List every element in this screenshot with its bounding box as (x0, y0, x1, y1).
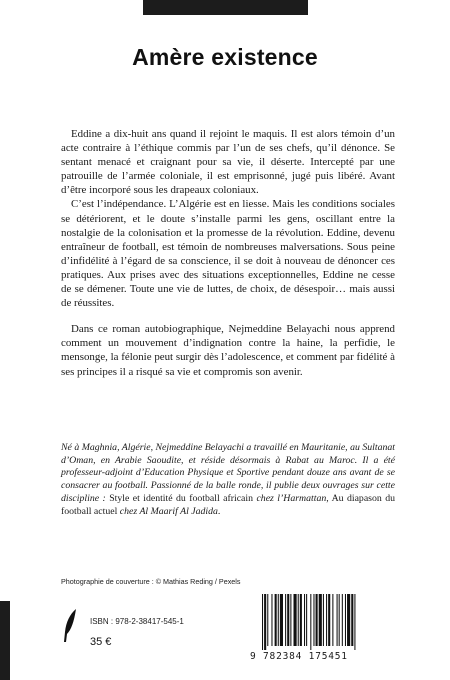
barcode (250, 592, 396, 666)
bio-text-4: chez Al Maarif Al Jadida (117, 505, 218, 517)
barcode-bar (351, 594, 353, 646)
barcode-bar (310, 594, 311, 650)
barcode-bar (326, 594, 327, 646)
barcode-bar (316, 594, 318, 646)
barcode-bar (345, 594, 346, 646)
barcode-bar (285, 594, 286, 646)
barcode-bar (280, 594, 283, 646)
barcode-bar (306, 594, 307, 646)
barcode-bar (328, 594, 330, 646)
barcode-bar (262, 594, 263, 650)
barcode-bar (267, 594, 268, 646)
bio-book-title-1: Style et identité du football africain (109, 492, 254, 504)
barcode-bar (271, 594, 272, 646)
barcode-bar (275, 594, 277, 646)
blurb-paragraph-1: Eddine a dix-huit ans quand il rejoint le maquis. Il est alors témoin d’un acte contraire à l’éthique commis par l’un de ses chefs, qu’il dénonce. Se sentant menacé et craignant pour sa vie, il déserte. Intercepté par une patrouille de l’armée coloniale, il est emprisonné, jugé puis libéré. Avant d’être incorporé sous les drapeaux coloniaux. (61, 128, 395, 197)
barcode-bar (354, 594, 355, 650)
barcode-bar (294, 594, 297, 646)
barcode-bar (313, 594, 314, 646)
blurb-paragraph-2: C’est l’indépendance. L’Algérie est en liesse. Mais les conditions sociales se détériorent, et le doute s’installe parmi les gens, oscillant entre la nostalgie de la colonisation et la promesse de la révolution. Eddine, devenu entraîneur de football, est témoin de nombreuses malversations. Sous peine d’infidélité à l’égard de sa conscience, il se doit à nouveau de dénoncer ces pratiques. Aux prises avec des situations exceptionnelles, Eddine ne cesse de se démener. Toute une vie de luttes, de choix, de désespoir… mais aussi de réussites. (61, 198, 395, 310)
barcode-bar (300, 594, 302, 646)
barcode-bar (332, 594, 333, 646)
barcode-bar (278, 594, 279, 646)
quill-feather-icon (62, 608, 78, 649)
barcode-bar (319, 594, 322, 646)
barcode-bar (337, 594, 338, 646)
bio-book-title-2: Au diapason du football actuel (61, 492, 395, 517)
isbn: ISBN : 978-2-38417-545-1 (90, 617, 184, 626)
barcode-bar (264, 594, 266, 650)
barcode-bar (323, 594, 324, 646)
barcode-bar (287, 594, 289, 646)
barcode-digits: 9 782384 175451 (250, 651, 348, 662)
bio-text-1: Né à Maghnia, Algérie, Nejmeddine Belayachi a travaillé en Mauritanie, au Sultanat d’Oman, en Arabie Saoudite, et réside désormais à Rabat au Maroc. Il a été professeur-adjoint d’Education Physique et Sportive pendant douze ans avant de se consacrer au football. Passionné de la balle ronde, il publie deux ouvrages sur cette discipline : (61, 442, 395, 504)
bio-text-2: chez l’Harmattan (253, 492, 327, 504)
barcode-bar (342, 594, 343, 646)
barcode-bar (298, 594, 299, 646)
price: 35 € (90, 636, 112, 648)
barcode-bar (304, 594, 305, 646)
author-bio (61, 442, 395, 518)
bio-text-5: . (217, 505, 221, 517)
bio-text-3: , (326, 492, 332, 504)
blurb-paragraph-3: Dans ce roman autobiographique, Nejmeddine Belayachi nous apprend comment un mouvement d’indignation contre la haine, la perfidie, le mensonge, la félonie peut surgir dès l’adolescence, et comment par fidélité à ses principes il a risqué sa vie et compromis son avenir. (61, 323, 395, 378)
spine-edge-bar (0, 601, 10, 680)
barcode-bar (339, 594, 340, 646)
book-title: Amère existence (132, 44, 318, 70)
back-cover-blurb (61, 127, 395, 379)
barcode-bar (290, 594, 291, 646)
barcode-bar (347, 594, 350, 646)
photo-credit: Photographie de couverture : © Mathias Reding / Pexels (61, 577, 241, 586)
top-decorative-bar (143, 0, 308, 15)
